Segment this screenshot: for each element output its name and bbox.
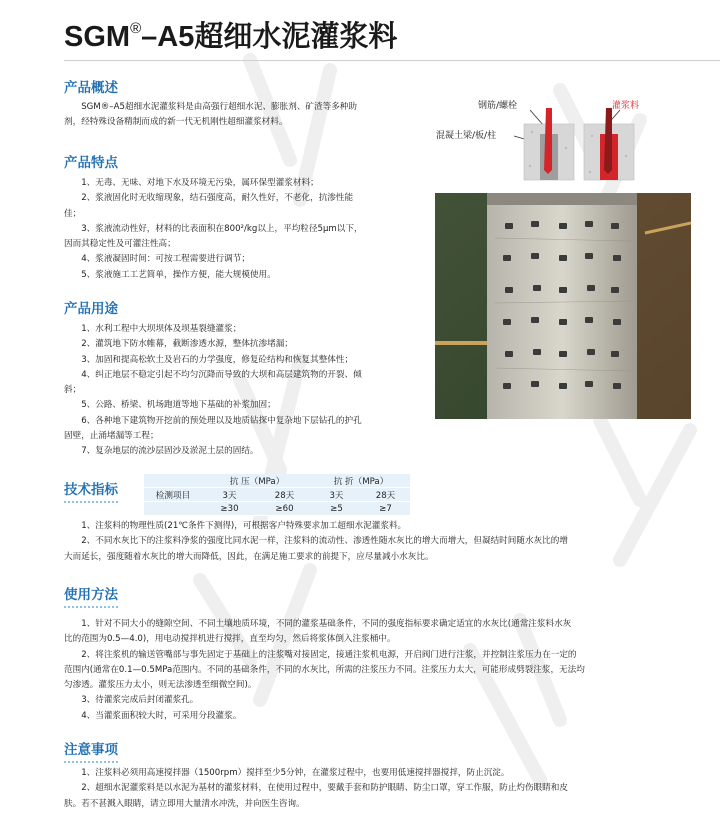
spec-subheader: 3天 <box>312 488 361 502</box>
feature-item: 因而其稳定性及可灌注性高； <box>64 239 176 250</box>
feature-item: 2、浆液固化时无收缩现象，结石强度高，耐久性好，不老化，抗渗性能 <box>81 193 354 204</box>
spec-value: ≥60 <box>257 502 312 516</box>
notes-item: 2、超细水泥灌浆料是以水泥为基材的灌浆材料，在使用过程中，要戴手套和防护眼睛、防尘口罩，穿工作服，防止灼伤眼睛和皮 <box>81 783 568 794</box>
overview-line: 剂，经特殊设备精制而成的新一代无机刚性超细灌浆材料。 <box>64 117 288 128</box>
use-item: 7、复杂地层的流沙层固沙及淤泥土层的固结。 <box>81 446 259 457</box>
concrete-label: 混凝土梁/板/柱 <box>436 131 497 141</box>
specs-note: 2、不同水灰比下的注浆料净浆的强度比同水泥一样，注浆料的流动性、渗透性随水灰比的增大而增大，但凝结时间随水灰比的增 <box>81 536 568 547</box>
features-list <box>64 176 424 283</box>
use-item: 6、各种地下建筑物开挖前的预处理以及地质钻探中复杂地下层钻孔的护孔 <box>81 415 362 426</box>
spec-row-label: 检测项目 <box>144 488 202 502</box>
specs-note: 1、注浆料的物理性质(21℃条件下测得)，可根据客户特殊要求加工超细水泥灌浆料。 <box>81 521 407 531</box>
feature-item: 佳； <box>64 208 82 219</box>
spec-value: ≥5 <box>312 502 361 516</box>
spec-table-value-row <box>144 502 410 516</box>
spec-group-compressive: 抗 压（MPa） <box>202 474 312 488</box>
spec-group-flexural: 抗 折（MPa） <box>312 474 410 488</box>
use-item: 2、灌筑地下防水帷幕，截断渗透水源，整体抗渗堵漏； <box>81 339 293 350</box>
overview-heading: 产品概述 <box>64 80 118 96</box>
method-item: 2、将注浆机的输送管嘴部与事先固定于基础上的注浆嘴对接固定，接通注浆机电源，开启阀门进行注浆，并控制注浆压力在一定的 <box>81 649 577 660</box>
method-item: 比的范围为0.5—4.0)，用电动搅拌机进行搅拌，直至均匀，然后将浆体倒入注浆桶中。 <box>64 634 396 645</box>
feature-item: 4、浆液凝固时间：可按工程需要进行调节； <box>81 254 250 265</box>
spec-table-subheader-row <box>144 488 410 502</box>
feature-item: 5、浆液施工工艺简单，操作方便，能大规模使用。 <box>81 269 276 280</box>
grouting-diagram <box>432 96 690 188</box>
method-heading: 使用方法 <box>64 583 118 608</box>
uses-list <box>64 322 426 460</box>
use-item: 1、水利工程中大坝坝体及坝基裂缝灌浆； <box>81 324 242 334</box>
spec-table-group-row <box>144 474 410 488</box>
spec-value: ≥7 <box>361 502 410 516</box>
grouting-diagram-svg <box>432 96 690 188</box>
concrete-column-with-anchor-bolts-photo <box>435 193 691 419</box>
spec-subheader: 28天 <box>361 488 410 502</box>
specs-note: 大而延长，强度随着水灰比的增大而降低，因此，在满足施工要求的前提下，应尽量减小水灰比。 <box>64 551 434 562</box>
use-item: 3、加固和提高松软土及岩石的力学强度，修复砼结构和恢复其整体性； <box>81 354 354 365</box>
method-item: 匀渗透。灌浆压力太小，则无法渗透至细微空间)。 <box>64 680 257 691</box>
use-item: 5、公路、桥梁、机场跑道等地下基础的补浆加固； <box>81 400 276 411</box>
spec-table <box>144 474 410 516</box>
feature-item: 1、无毒、无味、对地下水及环境无污染，属环保型灌浆材料； <box>81 178 319 188</box>
notes-heading: 注意事项 <box>64 738 118 763</box>
use-item: 4、纠正地层不稳定引起不均匀沉降而导致的大坝和高层建筑物的开裂、倾 <box>81 369 362 380</box>
feature-item: 3、浆液流动性好，材料的比表面积在800²/kg以上，平均粒径5μm以下， <box>81 223 363 234</box>
rebar-bolt <box>544 108 552 174</box>
construction-photo <box>435 193 691 419</box>
spec-subheader: 28天 <box>257 488 312 502</box>
method-item: 3、待灌浆完成后封闭灌浆孔。 <box>81 695 199 706</box>
overview-line: SGM®–A5超细水泥灌浆料是由高强行超细水泥、膨胀剂、矿渣等多种助 <box>81 102 357 112</box>
notes-list <box>64 766 714 812</box>
uses-heading: 产品用途 <box>64 301 118 317</box>
use-item: 斜； <box>64 385 82 396</box>
method-item: 4、当灌浆面积较大时，可采用分段灌浆。 <box>81 710 242 721</box>
rebar-label: 钢筋/螺栓 <box>478 101 518 111</box>
method-item: 1、针对不同大小的缝隙空间、不同土壤地质环境，不同的灌浆基础条件，不同的强度指标要求确定适宜的水灰比(通常注浆料水灰 <box>81 619 572 629</box>
method-list <box>64 617 714 724</box>
notes-item: 肤。若不甚溅入眼睛，请立即用大量清水冲洗，并向医生咨询。 <box>64 798 305 809</box>
grout-label: 灌浆料 <box>612 101 640 111</box>
specs-heading: 技术指标 <box>64 478 118 503</box>
notes-item: 1、注浆料必须用高速搅拌器（1500rpm）搅拌至少5分钟，在灌浆过程中，也要用低速搅拌器搅拌，防止沉淀。 <box>81 768 510 778</box>
spec-value: ≥30 <box>202 502 257 516</box>
spec-subheader: 3天 <box>202 488 257 502</box>
overview-text <box>64 100 414 131</box>
page-title: SGM®–A5超细水泥灌浆料 <box>64 20 398 53</box>
use-item: 固壁，止涌堵漏等工程； <box>64 431 159 442</box>
specs-notes <box>64 519 714 565</box>
title-divider <box>64 60 720 61</box>
grouted-bolt <box>604 108 612 174</box>
features-heading: 产品特点 <box>64 155 118 171</box>
method-item: 范围内(通常在0.1—0.5MPa范围内。不同的基础条件，不同的水灰比，所需的注浆压力不同。注浆压力太大，可能形成劈裂注浆，无法均 <box>64 664 585 675</box>
